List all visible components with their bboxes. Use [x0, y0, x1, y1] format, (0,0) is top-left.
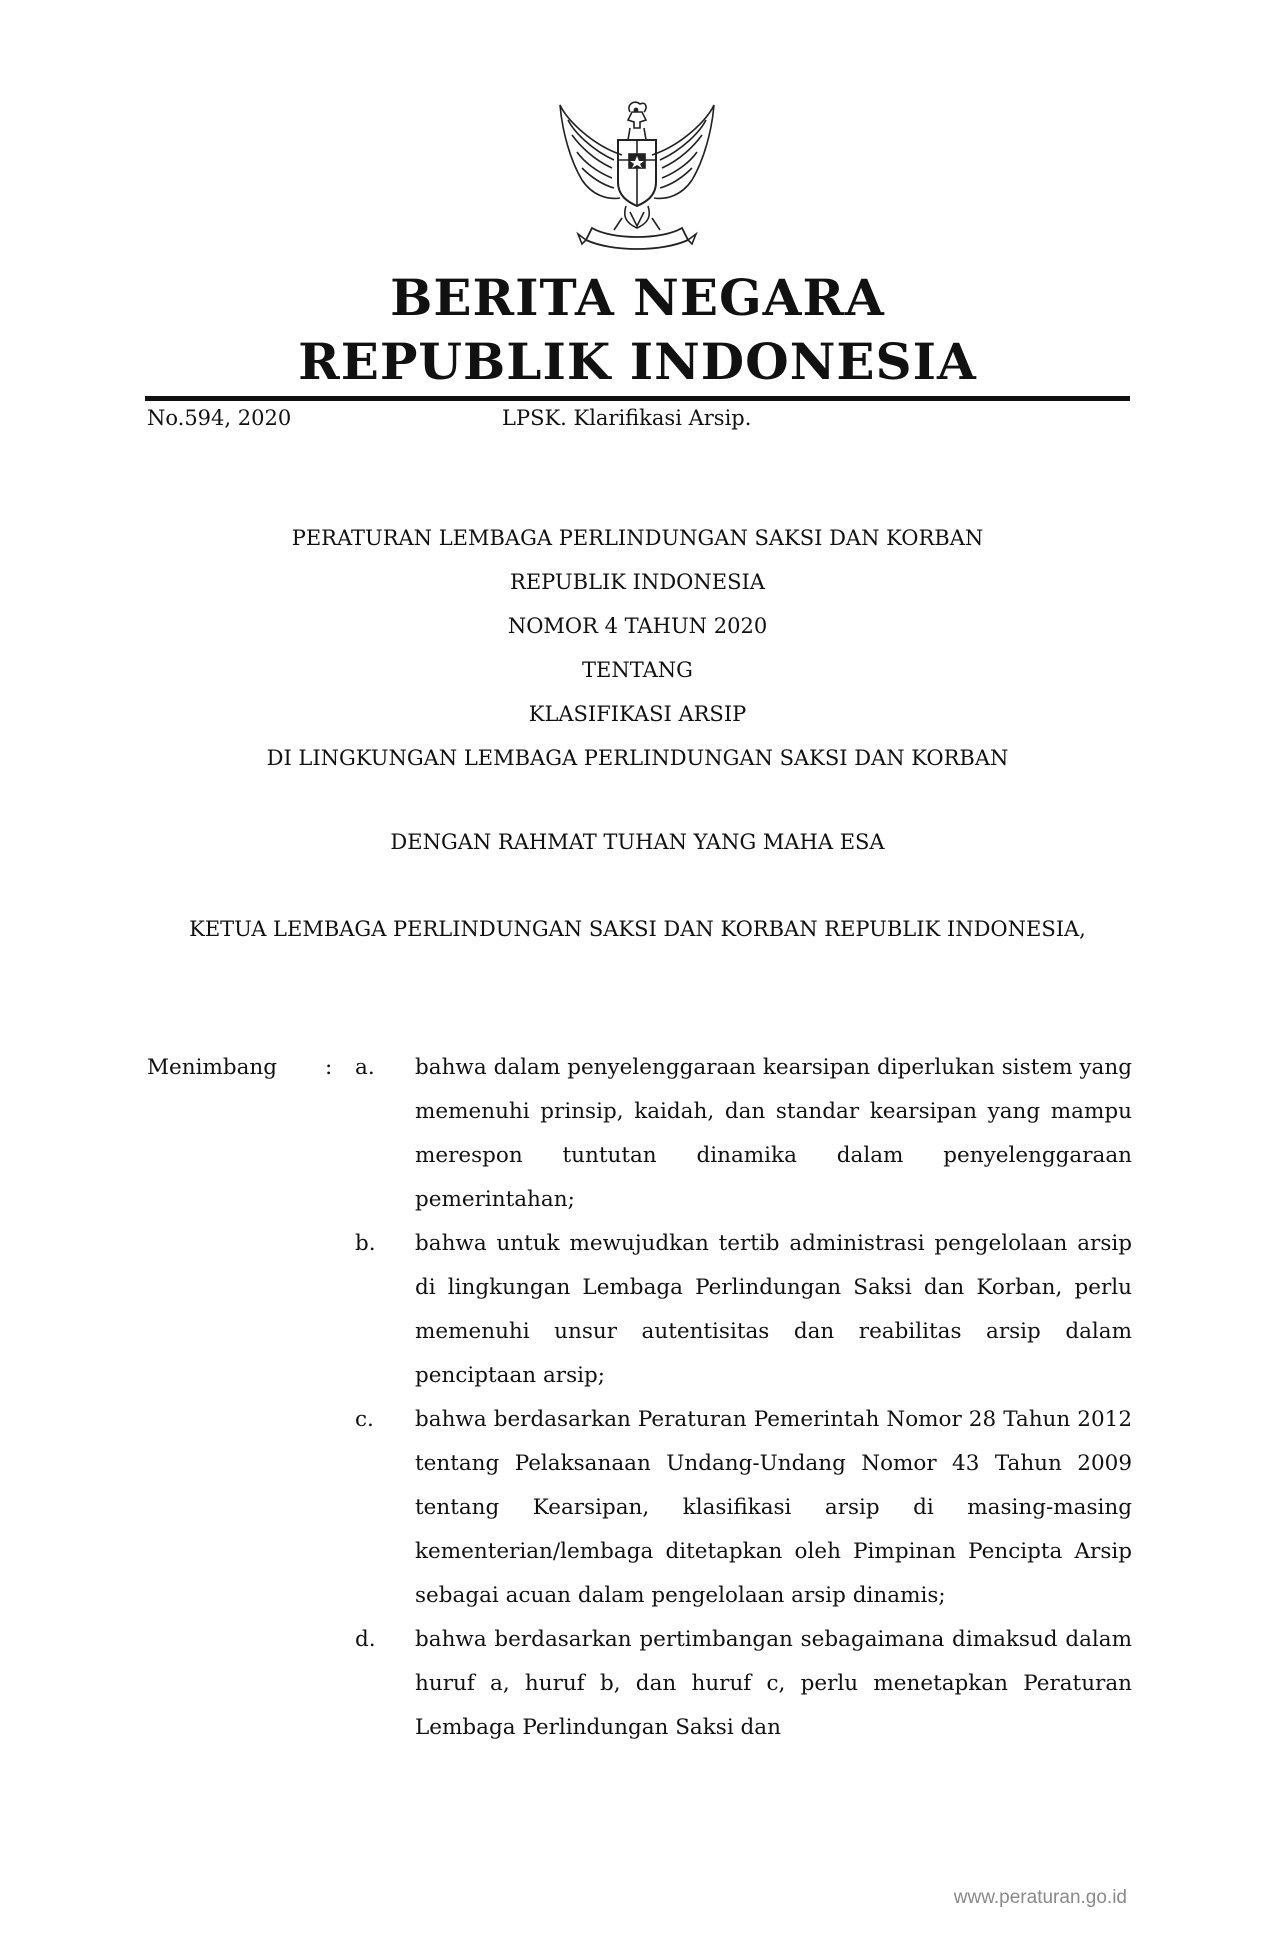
item-text: bahwa untuk mewujudkan tertib administrasi pengelolaan arsip di lingkungan Lembaga Perlindungan Saksi dan Korban, perlu memenuhi unsur autentisitas dan reabilitas arsip dalam penciptaan arsip; [415, 1231, 1132, 1388]
item-text: bahwa berdasarkan pertimbangan sebagaimana dimaksud dalam huruf a, huruf b, dan huruf c, perlu menetapkan Peraturan Lembaga Perlindungan Saksi dan [415, 1627, 1132, 1740]
consideration-item [147, 1046, 1132, 1222]
consideration-item [147, 1398, 1132, 1618]
regulation-title-line: DI LINGKUNGAN LEMBAGA PERLINDUNGAN SAKSI DAN KORBAN [266, 746, 1009, 770]
item-text: bahwa berdasarkan Peraturan Pemerintah Nomor 28 Tahun 2012 tentang Pelaksanaan Undang-Undang Nomor 43 Tahun 2009 tentang Kearsipan, klasifikasi arsip di masing-masing kementerian/lembaga ditetapkan oleh Pimpinan Pencipta Arsip sebagai acuan dalam pengelolaan arsip dinamis; [415, 1407, 1132, 1608]
item-text: bahwa dalam penyelenggaraan kearsipan diperlukan sistem yang memenuhi prinsip, kaidah, dan standar kearsipan yang mampu merespon tuntutan dinamika dalam penyelenggaraan pemerintahan; [415, 1055, 1132, 1212]
item-letter: d. [355, 1627, 376, 1652]
regulation-title-line: PERATURAN LEMBAGA PERLINDUNGAN SAKSI DAN KORBAN [291, 526, 984, 550]
gazette-topic: LPSK. Klarifikasi Arsip. [502, 406, 752, 430]
considerations-colon: : [325, 1055, 333, 1080]
considerations-section [147, 1046, 1132, 1750]
consideration-item [147, 1618, 1132, 1750]
masthead-rule [145, 396, 1130, 401]
item-letter: a. [355, 1055, 375, 1080]
rahmat-line: DENGAN RAHMAT TUHAN YANG MAHA ESA [390, 830, 885, 854]
masthead-title-line1: BERITA NEGARA [390, 268, 885, 327]
garuda-emblem-icon [552, 100, 722, 260]
consideration-item [147, 1222, 1132, 1398]
footer-url[interactable]: www.peraturan.go.id [953, 1887, 1127, 1908]
regulation-title-line: NOMOR 4 TAHUN 2020 [507, 614, 768, 638]
regulation-title [0, 518, 1275, 782]
item-letter: b. [355, 1231, 376, 1256]
masthead-title-line2: REPUBLIK INDONESIA [298, 332, 977, 391]
regulation-title-line: TENTANG [582, 658, 693, 682]
considerations-label: Menimbang [147, 1055, 278, 1080]
gazette-number: No.594, 2020 [147, 406, 292, 430]
item-letter: c. [355, 1407, 374, 1432]
regulation-title-line: REPUBLIK INDONESIA [510, 570, 765, 594]
ketua-line: KETUA LEMBAGA PERLINDUNGAN SAKSI DAN KORBAN REPUBLIK INDONESIA, [189, 917, 1086, 941]
regulation-title-line: KLASIFIKASI ARSIP [528, 702, 747, 726]
